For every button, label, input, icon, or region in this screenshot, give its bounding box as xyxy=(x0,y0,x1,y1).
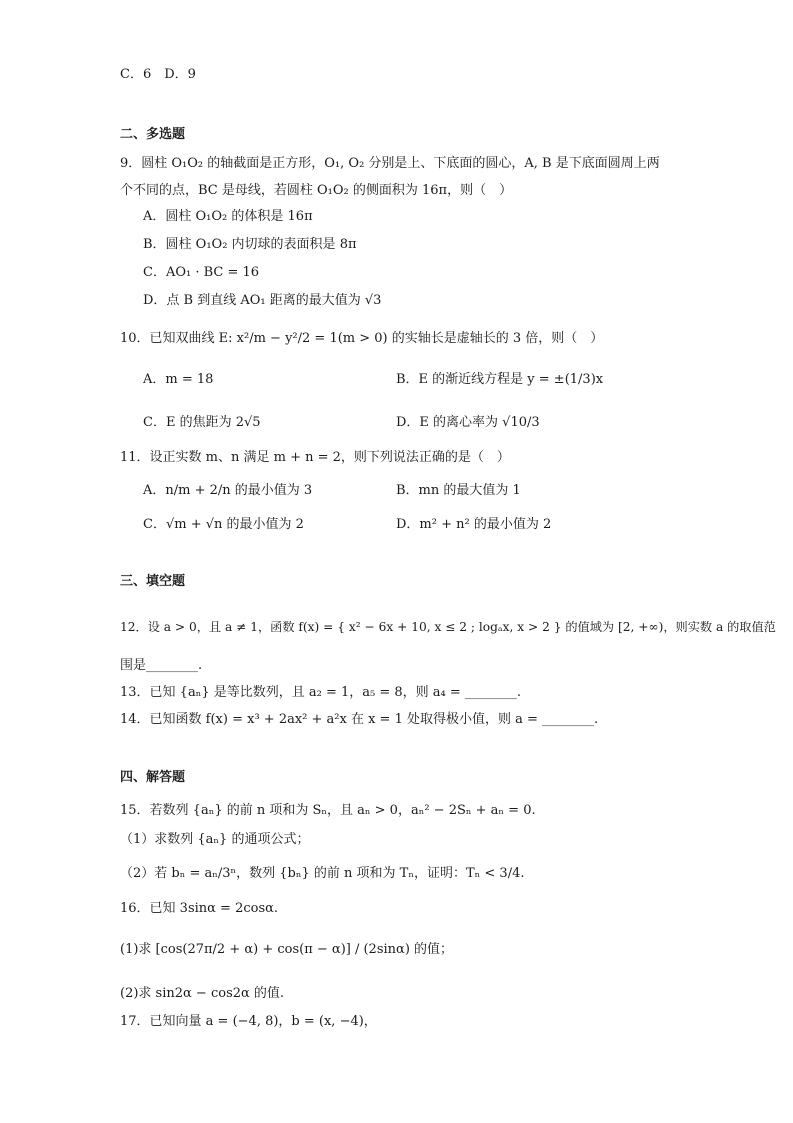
q9-option-c: C．AO₁ · BC = 16 xyxy=(143,265,260,280)
q16-stem: 16．已知 3sinα = 2cosα. xyxy=(120,901,279,916)
q11-option-c: C．√m + √n 的最小值为 2 xyxy=(143,517,304,532)
q11-option-d: D．m² + n² 的最小值为 2 xyxy=(396,517,552,532)
section-multiple-choice: 二、多选题 xyxy=(120,127,186,142)
q14-stem: 14．已知函数 f(x) = x³ + 2ax² + a²x 在 x = 1 处取得极小值，则 a = ________. xyxy=(120,712,599,727)
section-fill-in: 三、填空题 xyxy=(120,574,186,589)
q15-stem: 15．若数列 {aₙ} 的前 n 项和为 Sₙ，且 aₙ > 0，aₙ² − 2Sₙ + aₙ = 0. xyxy=(120,803,536,818)
q15-part-1: （1）求数列 {aₙ} 的通项公式； xyxy=(120,832,310,847)
q9-stem-1: 9．圆柱 O₁O₂ 的轴截面是正方形，O₁, O₂ 分别是上、下底面的圆心，A, B 是下底面圆周上两 xyxy=(120,156,660,171)
q10-stem: 10．已知双曲线 E: x²/m − y²/2 = 1(m > 0) 的实轴长是虚轴长的 3 倍，则（ ） xyxy=(120,331,604,346)
q10-option-b: B．E 的渐近线方程是 y = ±(1/3)x xyxy=(396,372,604,387)
q11-option-b: B．mn 的最大值为 1 xyxy=(396,483,521,498)
q11-option-a: A．n/m + 2/n 的最小值为 3 xyxy=(143,483,313,498)
q8-options-tail: C．6 D．9 xyxy=(120,67,196,82)
q15-part-2: （2）若 bₙ = aₙ/3ⁿ，数列 {bₙ} 的前 n 项和为 Tₙ，证明：Tₙ < 3/4. xyxy=(120,866,525,881)
q9-option-b: B．圆柱 O₁O₂ 内切球的表面积是 8π xyxy=(143,237,357,252)
q13-stem: 13．已知 {aₙ} 是等比数列，且 a₂ = 1，a₅ = 8，则 a₄ = ________. xyxy=(120,685,522,700)
q16-part-2: (2)求 sin2α − cos2α 的值. xyxy=(120,986,285,1001)
q12-stem-1: 12．设 a > 0，且 a ≠ 1，函数 f(x) = { x² − 6x + 10, x ≤ 2 ; logₐx, x > 2 } 的值域为 [2, +∞)，则实数 a 的取值范 xyxy=(120,620,776,634)
section-solutions: 四、解答题 xyxy=(120,770,186,785)
q10-option-d: D．E 的离心率为 √10/3 xyxy=(396,415,540,430)
q12-stem-2: 围是________. xyxy=(120,658,203,673)
q9-stem-2: 个不同的点，BC 是母线，若圆柱 O₁O₂ 的侧面积为 16π，则（ ） xyxy=(120,183,513,198)
q16-part-1: (1)求 [cos(27π/2 + α) + cos(π − α)] / (2sinα) 的值； xyxy=(120,942,454,957)
q9-option-a: A．圆柱 O₁O₂ 的体积是 16π xyxy=(143,209,313,224)
q17-stem: 17．已知向量 a = (−4, 8)，b = (x, −4)， xyxy=(120,1014,377,1029)
q10-option-c: C．E 的焦距为 2√5 xyxy=(143,415,261,430)
q9-option-d: D．点 B 到直线 AO₁ 距离的最大值为 √3 xyxy=(143,293,382,308)
q10-option-a: A．m = 18 xyxy=(143,372,214,387)
q11-stem: 11．设正实数 m、n 满足 m + n = 2，则下列说法正确的是（ ） xyxy=(120,450,510,465)
